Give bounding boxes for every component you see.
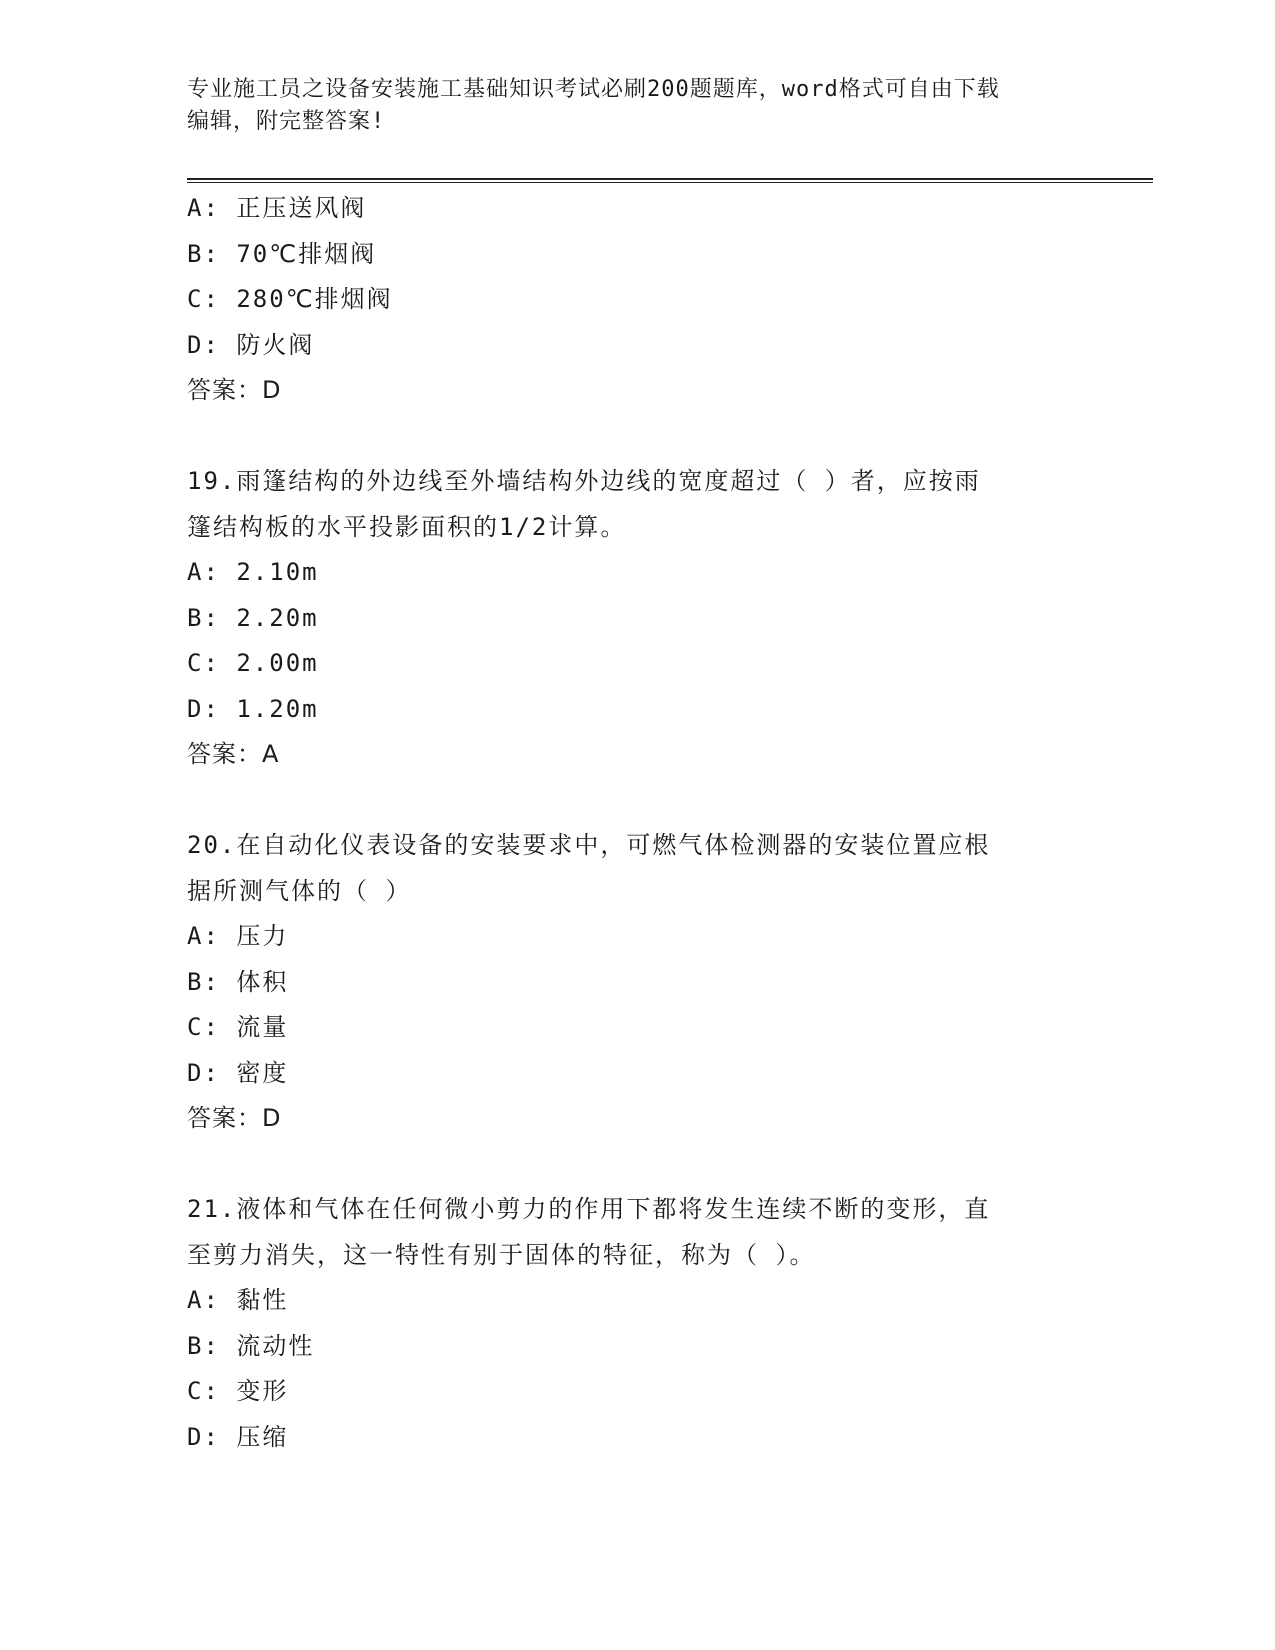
option-b: [187, 232, 1087, 278]
option-a: [187, 1278, 1087, 1324]
option-d: [187, 687, 1087, 733]
option-text: 280℃排烟阀: [236, 285, 393, 313]
spacer: [187, 1142, 1087, 1188]
header-line-1: 专业施工员之设备安装施工基础知识考试必刷200题题库，word格式可自由下载: [187, 77, 1000, 102]
option-a: [187, 550, 1087, 596]
question-stem-line: 21.液体和气体在任何微小剪力的作用下都将发生连续不断的变形，直: [187, 1195, 991, 1223]
option-text: 2.10m: [236, 558, 319, 586]
option-b: [187, 960, 1087, 1006]
answer-line: 答案：A: [187, 740, 280, 768]
question-stem-line: 篷结构板的水平投影面积的1/2计算。: [187, 512, 627, 541]
option-text: 密度: [236, 1058, 289, 1087]
option-text: 黏性: [236, 1286, 289, 1314]
option-letter: B:: [187, 239, 220, 268]
option-letter: A:: [187, 1286, 220, 1314]
option-letter: A:: [187, 922, 220, 950]
option-a: [187, 186, 1087, 232]
document-header: [187, 74, 1087, 138]
option-letter: D:: [187, 694, 220, 723]
option-letter: B:: [187, 1331, 220, 1360]
option-letter: D:: [187, 1058, 220, 1087]
option-text: 1.20m: [236, 694, 319, 723]
option-text: 正压送风阀: [236, 194, 367, 222]
option-d: [187, 1415, 1087, 1461]
header-line-2: 编辑，附完整答案!: [187, 109, 386, 134]
option-letter: D:: [187, 330, 220, 359]
header-divider: [187, 178, 1153, 183]
option-letter: A:: [187, 558, 220, 586]
question-19: [187, 459, 1087, 778]
option-letter: B:: [187, 603, 220, 632]
spacer: [187, 414, 1087, 460]
option-c: [187, 1005, 1087, 1051]
option-letter: A:: [187, 194, 220, 222]
option-text: 70℃排烟阀: [236, 239, 377, 268]
option-letter: B:: [187, 967, 220, 996]
option-text: 变形: [236, 1377, 289, 1405]
option-letter: C:: [187, 1377, 220, 1405]
option-text: 流量: [236, 1013, 289, 1041]
document-body: [187, 186, 1087, 1460]
question-21: [187, 1187, 1087, 1460]
question-18-continued: [187, 186, 1087, 414]
option-d: [187, 323, 1087, 369]
option-text: 防火阀: [236, 330, 315, 359]
question-20: [187, 823, 1087, 1142]
question-stem-line: 19.雨篷结构的外边线至外墙结构外边线的宽度超过（ ）者，应按雨: [187, 467, 981, 495]
option-letter: D:: [187, 1422, 220, 1451]
answer-line: 答案：D: [187, 376, 282, 404]
option-text: 2.20m: [236, 603, 319, 632]
option-c: [187, 277, 1087, 323]
option-letter: C:: [187, 1013, 220, 1041]
option-text: 2.00m: [236, 649, 319, 677]
option-letter: C:: [187, 649, 220, 677]
option-text: 压缩: [236, 1422, 289, 1451]
question-stem-line: 至剪力消失，这一特性有别于固体的特征，称为（ ）。: [187, 1240, 816, 1269]
option-c: [187, 641, 1087, 687]
option-c: [187, 1369, 1087, 1415]
option-text: 压力: [236, 922, 289, 950]
option-a: [187, 914, 1087, 960]
option-text: 体积: [236, 967, 289, 996]
option-b: [187, 596, 1087, 642]
answer-line: 答案：D: [187, 1104, 282, 1132]
option-text: 流动性: [236, 1331, 315, 1360]
question-stem-line: 据所测气体的（ ）: [187, 876, 412, 905]
spacer: [187, 778, 1087, 824]
option-b: [187, 1324, 1087, 1370]
option-d: [187, 1051, 1087, 1097]
question-stem-line: 20.在自动化仪表设备的安装要求中，可燃气体检测器的安装位置应根: [187, 831, 991, 859]
option-letter: C:: [187, 285, 220, 313]
